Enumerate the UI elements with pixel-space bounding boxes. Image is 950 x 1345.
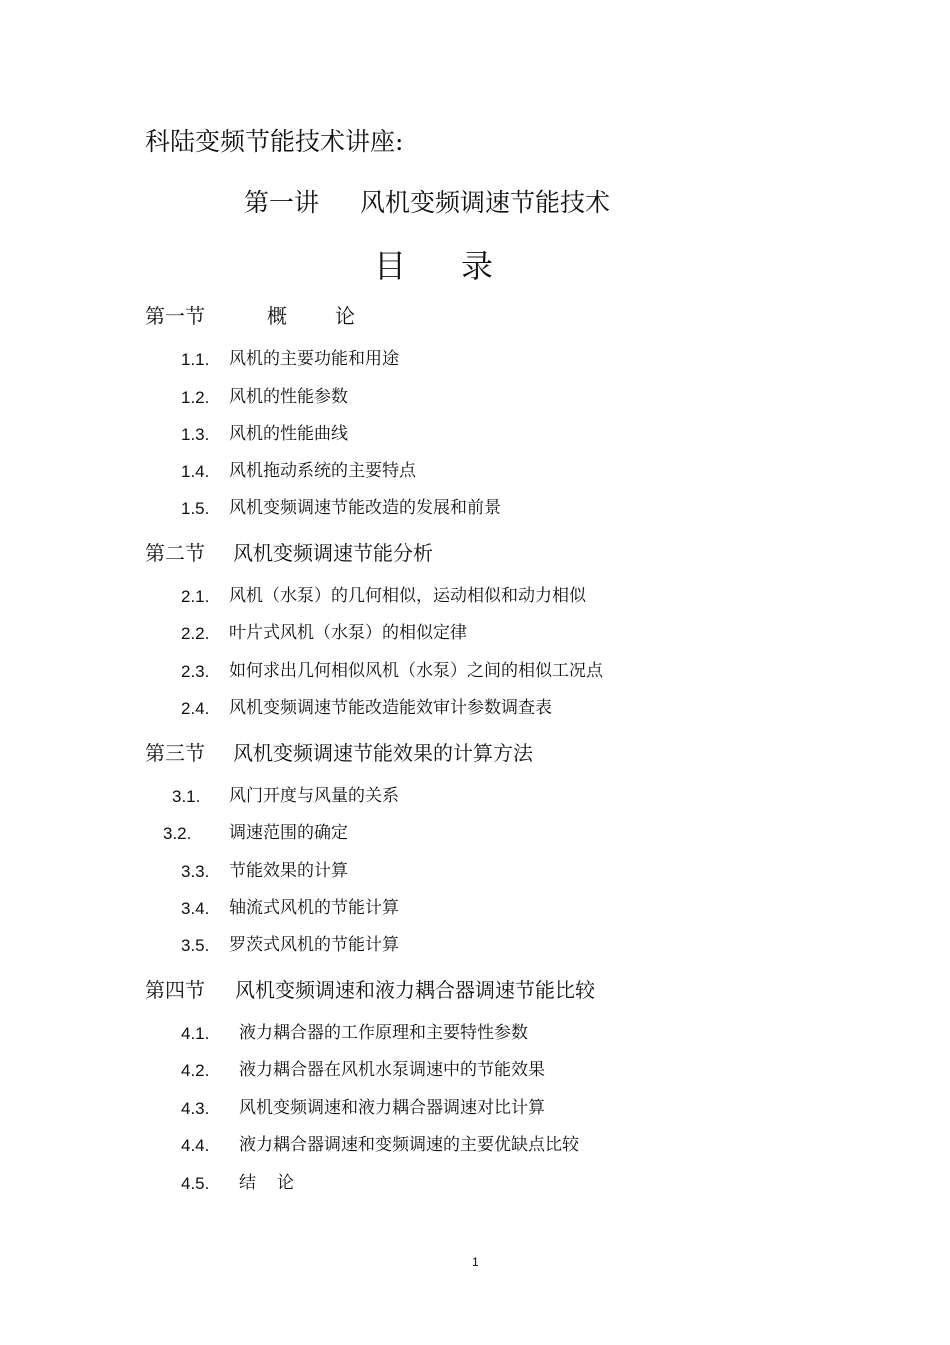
toc-item (0, 825, 950, 845)
toc-item (0, 1175, 950, 1195)
toc-item (0, 500, 950, 520)
toc-heading-char-1: 目 (374, 247, 407, 285)
toc-item (0, 788, 950, 808)
toc-section-2 (0, 543, 950, 567)
section-label: 第一节 (145, 304, 205, 328)
item-text: 风机的性能曲线 (229, 424, 348, 444)
item-text: 叶片式风机（水泵）的相似定律 (229, 623, 467, 643)
item-number: 2.4. (181, 699, 210, 718)
item-number: 3.3. (181, 862, 210, 881)
toc-item (0, 863, 950, 883)
item-text: 风机变频调速节能改造的发展和前景 (229, 498, 501, 518)
item-number: 1.4. (181, 462, 210, 481)
item-number: 2.3. (181, 662, 210, 681)
section-label: 第二节 (145, 541, 205, 565)
item-text: 风机变频调速和液力耦合器调速对比计算 (239, 1098, 545, 1118)
item-text: 风机变频调速节能改造能效审计参数调查表 (229, 698, 552, 718)
series-title: 科陆变频节能技术讲座: (145, 127, 404, 156)
toc-item (0, 625, 950, 645)
item-text: 液力耦合器调速和变频调速的主要优缺点比较 (239, 1135, 579, 1155)
item-number: 1.2. (181, 388, 210, 407)
lecture-name: 风机变频调速节能技术 (360, 188, 611, 217)
lecture-label: 第一讲 (244, 188, 320, 217)
toc-section-3 (0, 743, 950, 767)
toc-item (0, 389, 950, 409)
item-text: 节能效果的计算 (229, 861, 348, 881)
toc-item (0, 1025, 950, 1045)
page-number: 1 (472, 1255, 479, 1269)
toc-item (0, 463, 950, 483)
toc-item (0, 900, 950, 920)
item-number: 4.3. (181, 1099, 210, 1118)
toc-section-4 (0, 980, 950, 1004)
item-text: 罗茨式风机的节能计算 (229, 935, 399, 955)
section-title-part-1: 概 (267, 304, 287, 328)
section-label: 第三节 (145, 741, 205, 765)
item-text: 调速范围的确定 (229, 823, 348, 843)
item-text: 风机的性能参数 (229, 387, 348, 407)
lecture-title (0, 190, 950, 220)
item-text: 如何求出几何相似风机（水泵）之间的相似工况点 (229, 661, 603, 681)
item-text: 风机拖动系统的主要特点 (229, 461, 416, 481)
toc-section-1 (0, 306, 950, 330)
toc-item (0, 588, 950, 608)
section-title: 风机变频调速节能效果的计算方法 (233, 741, 533, 765)
item-number: 3.2. (163, 824, 192, 843)
toc-item (0, 426, 950, 446)
item-number: 2.2. (181, 624, 210, 643)
item-number: 3.1. (172, 787, 201, 806)
item-text: 液力耦合器在风机水泵调速中的节能效果 (239, 1060, 545, 1080)
item-number: 3.5. (181, 936, 210, 955)
item-number: 4.1. (181, 1024, 210, 1043)
item-text: 轴流式风机的节能计算 (229, 898, 399, 918)
item-text-part-1: 结 (239, 1173, 256, 1193)
toc-item (0, 1137, 950, 1157)
toc-item (0, 1100, 950, 1120)
toc-item (0, 1062, 950, 1082)
item-number: 4.4. (181, 1136, 210, 1155)
item-number: 1.3. (181, 425, 210, 444)
section-title: 风机变频调速和液力耦合器调速节能比较 (235, 978, 595, 1002)
section-label: 第四节 (145, 978, 205, 1002)
item-number: 3.4. (181, 899, 210, 918)
item-text: 风机（水泵）的几何相似，运动相似和动力相似 (229, 586, 586, 606)
toc-heading-char-2: 录 (461, 247, 494, 285)
item-number: 1.1. (181, 350, 210, 369)
section-title: 风机变频调速节能分析 (233, 541, 433, 565)
item-number: 4.2. (181, 1061, 210, 1080)
item-number: 1.5. (181, 499, 210, 518)
item-text: 风机的主要功能和用途 (229, 349, 399, 369)
section-title-part-2: 论 (335, 304, 355, 328)
item-number: 4.5. (181, 1174, 210, 1193)
toc-heading (0, 247, 950, 286)
toc-item (0, 700, 950, 720)
item-text-part-2: 论 (277, 1173, 294, 1193)
toc-item (0, 663, 950, 683)
item-number: 2.1. (181, 587, 210, 606)
item-text: 液力耦合器的工作原理和主要特性参数 (239, 1023, 528, 1043)
toc-item (0, 351, 950, 371)
item-text: 风门开度与风量的关系 (229, 786, 399, 806)
toc-item (0, 937, 950, 957)
